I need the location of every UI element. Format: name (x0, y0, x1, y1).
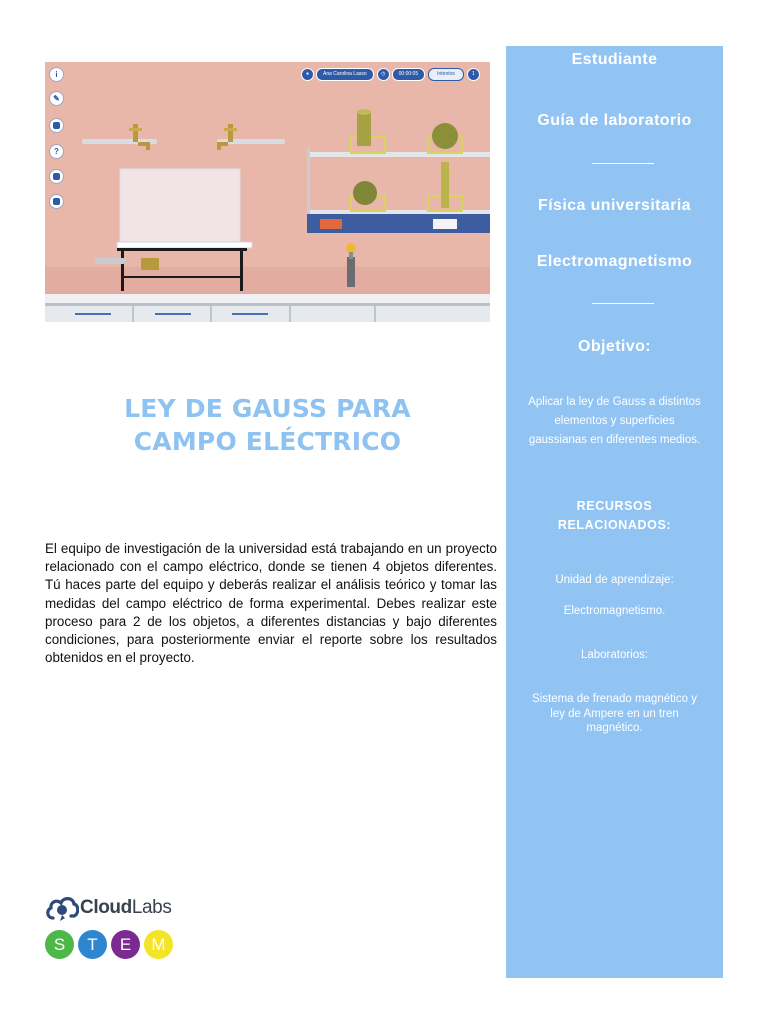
brand-part-1: Cloud (80, 897, 132, 918)
trash-icon[interactable] (49, 118, 64, 133)
stem-m-badge: M (144, 930, 173, 959)
sidebar-course: Física universitaria (538, 197, 691, 214)
lab-hud (301, 68, 482, 81)
objective-heading: Objetivo: (578, 338, 651, 355)
attempts-count: 1 (467, 68, 480, 81)
timer-badge: 00:00:05 (392, 68, 425, 81)
attempts-label: Intentos (428, 68, 464, 81)
brand-part-2: Labs (131, 897, 172, 918)
lab-simulation-screenshot (45, 62, 490, 322)
sidebar-divider (592, 163, 654, 164)
cloudlabs-logo (45, 893, 195, 963)
sidebar-divider (592, 303, 654, 304)
sidebar-topic: Electromagnetismo (536, 253, 693, 270)
unit-value: Electromagnetismo. (563, 605, 666, 617)
resources-heading (506, 497, 723, 535)
stem-t-badge: T (78, 930, 107, 959)
resources-heading-line-1: RECURSOS (576, 499, 653, 513)
pencil-icon[interactable]: ✎ (49, 91, 64, 106)
intro-paragraph: El equipo de investigación de la universidad está trabajando en un proyecto relacionado con el campo eléctrico, donde se tienen 4 objetos diferentes. Tú haces parte del equipo y deberás realizar el análisis teórico y tomar las medidas del campo eléctrico de forma experimental. Debes realizar este proceso para 2 de los objetos, a diferentes distancias y bajo diferentes condiciones, para posteriormente enviar el reporte sobre los resultados obtenidos en el proyecto. (45, 541, 497, 666)
user-icon: ● (301, 68, 314, 81)
notebook-icon[interactable] (49, 169, 64, 184)
clock-icon: ◷ (377, 68, 390, 81)
unit-label: Unidad de aprendizaje: (555, 574, 674, 586)
info-icon[interactable]: i (49, 67, 64, 82)
sidebar-role: Estudiante (571, 51, 658, 68)
title-line-1: LEY DE GAUSS PARA (124, 394, 411, 423)
stem-s-badge: S (45, 930, 74, 959)
cloud-logo-icon (45, 894, 79, 922)
info-sidebar (506, 46, 723, 978)
labs-label: Laboratorios: (580, 649, 649, 661)
lab-scene-illustration (45, 62, 490, 322)
resources-heading-line-2: RELACIONADOS: (557, 518, 672, 532)
user-name-badge: Ana Carolina Lasso (316, 68, 374, 81)
document-title (45, 392, 490, 458)
report-icon[interactable] (49, 194, 64, 209)
help-icon[interactable]: ? (49, 144, 64, 159)
brand-name (80, 897, 171, 919)
stem-badges (45, 930, 177, 959)
sidebar-guide: Guía de laboratorio (537, 112, 692, 129)
title-line-2: CAMPO ELÉCTRICO (133, 427, 402, 456)
labs-value: Sistema de frenado magnético y ley de Ampere en un tren magnético. (532, 693, 697, 734)
objective-text: Aplicar la ley de Gauss a distintos elementos y superficies gaussianas en diferentes medios. (528, 396, 701, 446)
stem-e-badge: E (111, 930, 140, 959)
